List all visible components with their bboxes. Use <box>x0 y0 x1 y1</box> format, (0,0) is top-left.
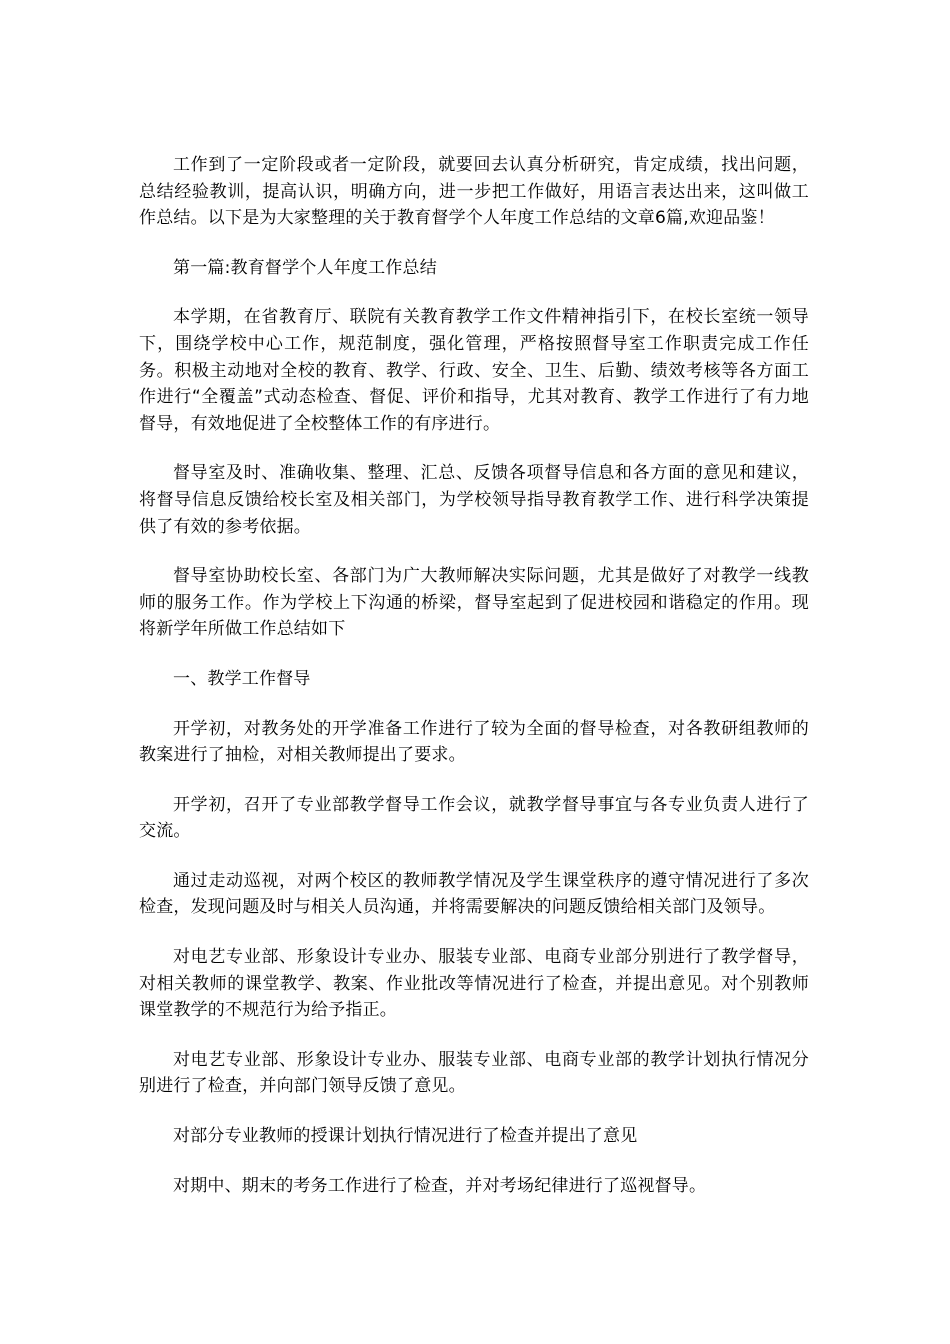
body-paragraph: 督导室及时、准确收集、整理、汇总、反馈各项督导信息和各方面的意见和建议，将督导信息反馈给校长室及相关部门，为学校领导指导教育教学工作、进行科学决策提供了有效的参考依据。 <box>139 463 809 537</box>
article-title: 第一篇:教育督学个人年度工作总结 <box>173 257 437 278</box>
intro-paragraph: 工作到了一定阶段或者一定阶段，就要回去认真分析研究，肯定成绩，找出问题，总结经验教训，提高认识，明确方向，进一步把工作做好，用语言表达出来，这叫做工作总结。以下是为大家整理的关于教育督学个人年度工作总结的文章6篇,欢迎品鉴！ <box>139 155 809 229</box>
body-paragraph: 对期中、期末的考务工作进行了检查，并对考场纪律进行了巡视督导。 <box>173 1175 707 1196</box>
body-paragraph: 通过走动巡视，对两个校区的教师教学情况及学生课堂秩序的遵守情况进行了多次检查，发现问题及时与相关人员沟通，并将需要解决的问题反馈给相关部门及领导。 <box>139 870 809 918</box>
body-paragraph: 开学初，召开了专业部教学督导工作会议，就教学督导事宜与各专业负责人进行了交流。 <box>139 794 809 842</box>
body-paragraph: 本学期，在省教育厅、联院有关教育教学工作文件精神指引下，在校长室统一领导下，围绕学校中心工作，规范制度，强化管理，严格按照督导室工作职责完成工作任务。积极主动地对全校的教育、教学、行政、安全、卫生、后勤、绩效考核等各方面工作进行“全覆盖”式动态检查、督促、评价和指导，尤其对教育、教学工作进行了有力地督导，有效地促进了全校整体工作的有序进行。 <box>139 307 809 434</box>
body-paragraph: 对电艺专业部、形象设计专业办、服装专业部、电商专业部分别进行了教学督导，对相关教师的课堂教学、教案、作业批改等情况进行了检查，并提出意见。对个别教师课堂教学的不规范行为给予指正。 <box>139 947 809 1021</box>
body-paragraph: 对部分专业教师的授课计划执行情况进行了检查并提出了意见 <box>173 1126 638 1147</box>
body-paragraph: 开学初，对教务处的开学准备工作进行了较为全面的督导检查，对各教研组教师的教案进行了抽检，对相关教师提出了要求。 <box>139 718 809 766</box>
document-body <box>139 152 809 1222</box>
section-heading: 一、教学工作督导 <box>173 668 311 689</box>
body-paragraph: 督导室协助校长室、各部门为广大教师解决实际问题，尤其是做好了对教学一线教师的服务工作。作为学校上下沟通的桥梁，督导室起到了促进校园和谐稳定的作用。现将新学年所做工作总结如下 <box>139 566 809 640</box>
body-paragraph: 对电艺专业部、形象设计专业办、服装专业部、电商专业部的教学计划执行情况分别进行了检查，并向部门领导反馈了意见。 <box>139 1049 809 1097</box>
